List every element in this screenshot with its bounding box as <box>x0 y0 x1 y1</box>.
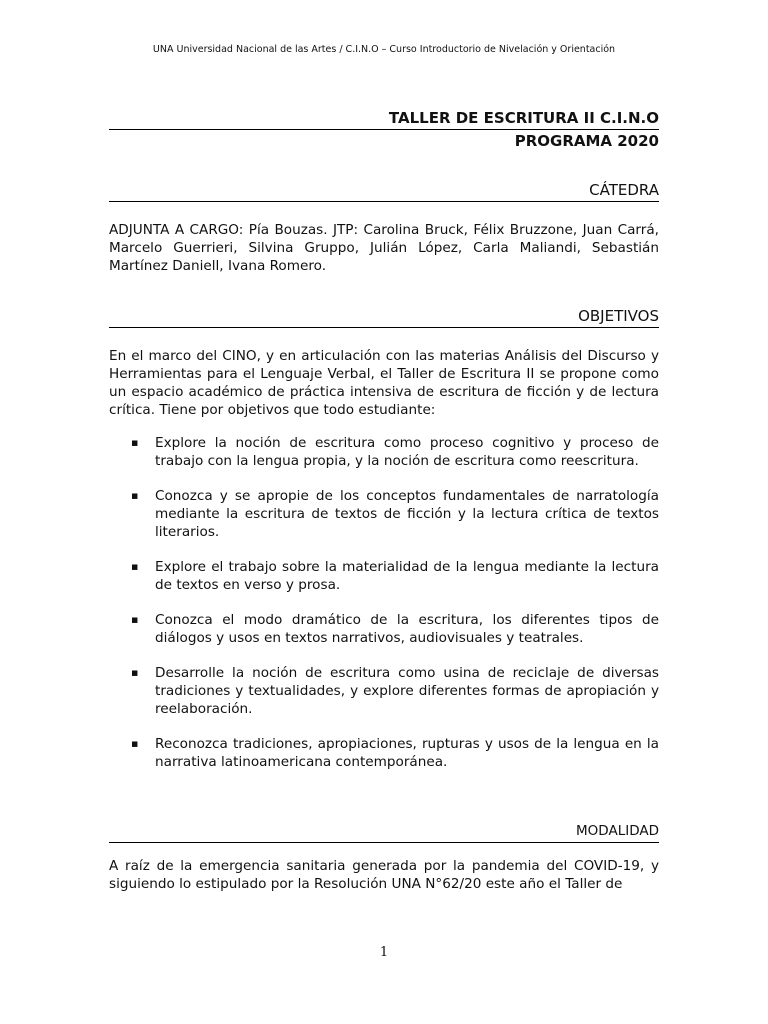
document-subtitle: PROGRAMA 2020 <box>514 132 659 150</box>
document-content <box>109 108 659 893</box>
bullet-icon: ▪ <box>131 560 139 573</box>
section-heading-objetivos: OBJETIVOS <box>109 306 659 328</box>
list-item-text: Desarrolle la noción de escritura como usina de reciclaje de diversas tradiciones y textualidades, y explore diferentes formas de apropiación y reelaboración. <box>155 665 659 717</box>
list-item-text: Conozca el modo dramático de la escritura, los diferentes tipos de diálogos y usos en textos narrativos, audiovisuales y teatrales. <box>155 612 659 646</box>
objetivos-list <box>109 434 659 771</box>
modalidad-paragraph: A raíz de la emergencia sanitaria generada por la pandemia del COVID-19, y siguiendo lo estipulado por la Resolución UNA N°62/20 este año el Taller de <box>109 858 659 892</box>
list-item-text: Explore la noción de escritura como proceso cognitivo y proceso de trabajo con la lengua propia, y la noción de escritura como reescritura. <box>155 435 659 469</box>
bullet-icon: ▪ <box>131 737 139 750</box>
objetivos-intro-paragraph: En el marco del CINO, y en articulación con las materias Análisis del Discurso y Herramientas para el Lenguaje Verbal, el Taller de Escritura II se propone como un espacio académico de práctica intensiva de escritura de ficción y de lectura crítica. Tiene por objetivos que todo estudiante: <box>109 348 659 418</box>
list-item <box>109 487 659 541</box>
list-item <box>109 434 659 470</box>
running-header: UNA Universidad Nacional de las Artes / C.I.N.O – Curso Introductorio de Nivelación y Orientación <box>152 44 616 55</box>
section-heading-catedra: CÁTEDRA <box>109 180 659 202</box>
section-heading-modalidad: MODALIDAD <box>109 821 659 843</box>
page-number: 1 <box>379 945 389 960</box>
list-item <box>109 611 659 647</box>
list-item-text: Explore el trabajo sobre la materialidad de la lengua mediante la lectura de textos en verso y prosa. <box>155 559 659 593</box>
bullet-icon: ▪ <box>131 436 139 449</box>
list-item <box>109 558 659 594</box>
catedra-paragraph: ADJUNTA A CARGO: Pía Bouzas. JTP: Carolina Bruck, Félix Bruzzone, Juan Carrá, Marcelo Guerrieri, Silvina Gruppo, Julián López, Carla Maliandi, Sebastián Martínez Daniell, Ivana Romero. <box>109 222 659 274</box>
list-item-text: Conozca y se apropie de los conceptos fundamentales de narratología mediante la escritura de textos de ficción y la lectura crítica de textos literarios. <box>155 488 659 540</box>
list-item <box>109 664 659 718</box>
list-item-text: Reconozca tradiciones, apropiaciones, rupturas y usos de la lengua en la narrativa latinoamericana contemporánea. <box>155 736 659 770</box>
list-item <box>109 735 659 771</box>
bullet-icon: ▪ <box>131 613 139 626</box>
document-title: TALLER DE ESCRITURA II C.I.N.O <box>109 108 659 130</box>
bullet-icon: ▪ <box>131 489 139 502</box>
bullet-icon: ▪ <box>131 666 139 679</box>
